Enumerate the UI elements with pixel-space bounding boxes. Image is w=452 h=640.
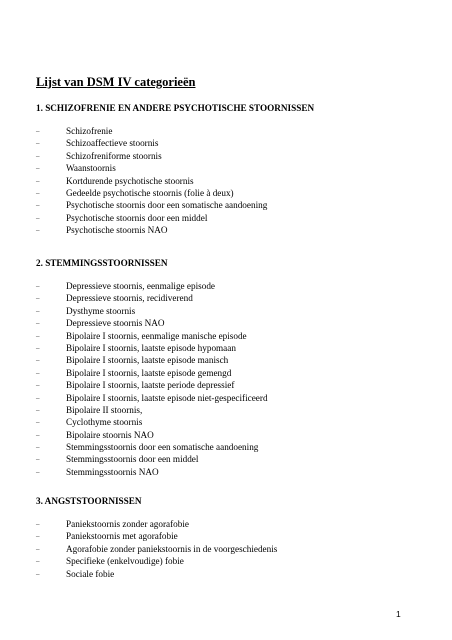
list-item [36,518,277,530]
list-item [36,342,268,354]
list-dash-icon: – [36,381,40,390]
list-dash-icon: – [36,418,40,427]
list-item [36,292,268,304]
list-item [36,404,268,416]
list-item-label: Depressieve stoornis, recidiverend [66,293,193,304]
list-dash-icon: – [36,430,40,439]
section-heading-stemmingsstoornissen: 2. STEMMINGSSTOORNISSEN [36,258,168,268]
list-item [36,367,268,379]
list-dash-icon: – [36,532,40,541]
list-item-label: Psychotische stoornis NAO [66,225,168,236]
list-item [36,150,267,162]
list-dash-icon: – [36,226,40,235]
list-item-label: Paniekstoornis zonder agorafobie [66,519,189,529]
list-item-label: Stemmingsstoornis door een middel [66,454,199,465]
list-item [36,175,267,187]
list-dash-icon: – [36,569,40,578]
list-dash-icon: – [36,356,40,365]
list-item-label: Psychotische stoornis door een middel [66,212,208,223]
list-item-label: Depressieve stoornis NAO [66,318,165,329]
list-item [36,555,277,567]
list-item-label: Depressieve stoornis, eenmalige episode [66,281,215,291]
list-item [36,224,267,236]
list-item-label: Stemmingsstoornis door een somatische aandoening [66,442,259,453]
list-item-label: Paniekstoornis met agorafobie [66,531,178,542]
list-item-label: Schizofreniforme stoornis [66,150,162,161]
list-item-label: Dysthyme stoornis [66,305,136,316]
list-dash-icon: – [36,343,40,352]
section-list-stemmingsstoornissen [36,280,268,478]
list-item [36,568,277,580]
section-list-angststoornissen [36,518,277,580]
list-item [36,125,267,137]
list-item [36,416,268,428]
list-dash-icon: – [36,201,40,210]
list-item-label: Kortdurende psychotische stoornis [66,175,194,186]
list-item-label: Schizofrenie [66,126,113,136]
list-dash-icon: – [36,467,40,476]
list-item [36,137,267,149]
list-item [36,379,268,391]
document-title: Lijst van DSM IV categorieën [36,75,196,89]
list-dash-icon: – [36,405,40,414]
list-dash-icon: – [36,557,40,566]
list-item-label: Schizoaffectieve stoornis [66,138,159,149]
list-item-label: Bipolaire II stoornis, [66,404,143,415]
list-item [36,392,268,404]
list-dash-icon: – [36,331,40,340]
list-dash-icon: – [36,176,40,185]
list-item [36,212,267,224]
list-item [36,530,277,542]
list-item [36,317,268,329]
list-item-label: Specifieke (enkelvoudige) fobie [66,556,184,567]
page-number: 1 [396,609,401,619]
list-item [36,280,268,292]
list-item-label: Sociale fobie [66,568,115,579]
section-list-schizofrenie [36,125,267,237]
list-dash-icon: – [36,443,40,452]
list-dash-icon: – [36,368,40,377]
list-dash-icon: – [36,282,40,290]
list-item [36,305,268,317]
list-item-label: Bipolaire I stoornis, laatste episode hypomaan [66,342,236,353]
list-item-label: Agorafobie zonder paniekstoornis in de voorgeschiedenis [66,543,278,554]
list-item-label: Bipolaire stoornis NAO [66,429,154,440]
list-item [36,187,267,199]
list-item-label: Stemmingsstoornis NAO [66,466,159,477]
list-dash-icon: – [36,455,40,464]
list-item [36,162,267,174]
list-item-label: Bipolaire I stoornis, laatste episode manisch [66,355,229,366]
list-item-label: Gedeelde psychotische stoornis (folie à deux) [66,187,234,198]
list-dash-icon: – [36,294,40,303]
list-item [36,453,268,465]
list-dash-icon: – [36,151,40,160]
list-dash-icon: – [36,188,40,197]
list-dash-icon: – [36,544,40,553]
list-item-label: Cyclothyme stoornis [66,417,143,428]
list-item-label: Bipolaire I stoornis, eenmalige manische episode [66,330,247,341]
list-item [36,199,267,211]
list-dash-icon: – [36,139,40,148]
list-item [36,330,268,342]
list-item-label: Bipolaire I stoornis, laatste periode depressief [66,380,235,391]
list-dash-icon: – [36,319,40,328]
list-item [36,354,268,366]
list-item-label: Bipolaire I stoornis, laatste episode niet-gespecificeerd [66,392,268,403]
list-dash-icon: – [36,306,40,315]
list-item [36,441,268,453]
list-dash-icon: – [36,393,40,402]
list-dash-icon: – [36,520,40,528]
section-heading-schizofrenie: 1. SCHIZOFRENIE EN ANDERE PSYCHOTISCHE STOORNISSEN [36,103,315,113]
list-item-label: Waanstoornis [66,163,116,174]
list-dash-icon: – [36,213,40,222]
list-dash-icon: – [36,127,40,135]
list-item-label: Psychotische stoornis door een somatische aandoening [66,200,268,211]
list-dash-icon: – [36,164,40,173]
list-item-label: Bipolaire I stoornis, laatste episode gemengd [66,367,232,378]
list-item [36,543,277,555]
section-heading-angststoornissen: 3. ANGSTSTOORNISSEN [36,496,142,506]
list-item [36,466,268,478]
list-item [36,429,268,441]
